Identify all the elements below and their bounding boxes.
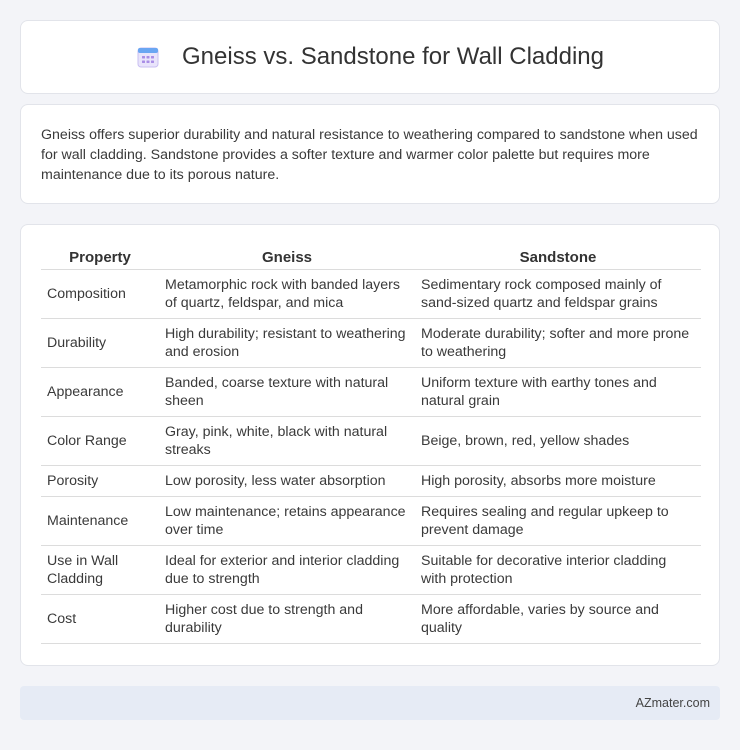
property-cell: Composition xyxy=(41,269,159,318)
table-row xyxy=(41,269,701,318)
table-row xyxy=(41,318,701,367)
comparison-table xyxy=(41,245,701,644)
calendar-icon xyxy=(136,45,160,69)
sandstone-cell: Moderate durability; softer and more prone to weathering xyxy=(415,318,701,367)
intro-text: Gneiss offers superior durability and natural resistance to weathering compared to sandstone when used for wall cladding. Sandstone provides a softer texture and warmer color palette but requires more maintenance due to its porous nature. xyxy=(41,127,698,183)
footer-bar xyxy=(20,686,720,720)
sandstone-cell: More affordable, varies by source and quality xyxy=(415,594,701,643)
table-row xyxy=(41,367,701,416)
sandstone-cell: Beige, brown, red, yellow shades xyxy=(415,416,701,465)
gneiss-cell: Higher cost due to strength and durability xyxy=(159,594,415,643)
table-row xyxy=(41,496,701,545)
gneiss-cell: Metamorphic rock with banded layers of quartz, feldspar, and mica xyxy=(159,269,415,318)
gneiss-cell: Ideal for exterior and interior cladding due to strength xyxy=(159,545,415,594)
property-cell: Porosity xyxy=(41,465,159,496)
property-cell: Appearance xyxy=(41,367,159,416)
comparison-card xyxy=(20,224,720,666)
gneiss-cell: Gray, pink, white, black with natural streaks xyxy=(159,416,415,465)
title-card xyxy=(20,20,720,94)
table-row xyxy=(41,465,701,496)
table-row xyxy=(41,545,701,594)
header-sandstone: Sandstone xyxy=(519,249,597,267)
table-row xyxy=(41,416,701,465)
property-cell: Color Range xyxy=(41,416,159,465)
table-header-row xyxy=(41,245,701,269)
gneiss-cell: Low maintenance; retains appearance over time xyxy=(159,496,415,545)
table-row xyxy=(41,594,701,643)
page-title: Gneiss vs. Sandstone for Wall Cladding xyxy=(182,43,604,70)
header-gneiss: Gneiss xyxy=(261,249,313,267)
sandstone-cell: Suitable for decorative interior cladding with protection xyxy=(415,545,701,594)
gneiss-cell: High durability; resistant to weathering and erosion xyxy=(159,318,415,367)
header-property: Property xyxy=(69,249,131,267)
sandstone-cell: Sedimentary rock composed mainly of sand-sized quartz and feldspar grains xyxy=(415,269,701,318)
property-cell: Cost xyxy=(41,594,159,643)
property-cell: Maintenance xyxy=(41,496,159,545)
gneiss-cell: Low porosity, less water absorption xyxy=(159,465,415,496)
property-cell: Use in Wall Cladding xyxy=(41,545,159,594)
sandstone-cell: Requires sealing and regular upkeep to prevent damage xyxy=(415,496,701,545)
intro-card xyxy=(20,104,720,204)
footer-brand[interactable]: AZmater.com xyxy=(635,696,710,710)
property-cell: Durability xyxy=(41,318,159,367)
sandstone-cell: High porosity, absorbs more moisture xyxy=(415,465,701,496)
gneiss-cell: Banded, coarse texture with natural sheen xyxy=(159,367,415,416)
sandstone-cell: Uniform texture with earthy tones and natural grain xyxy=(415,367,701,416)
